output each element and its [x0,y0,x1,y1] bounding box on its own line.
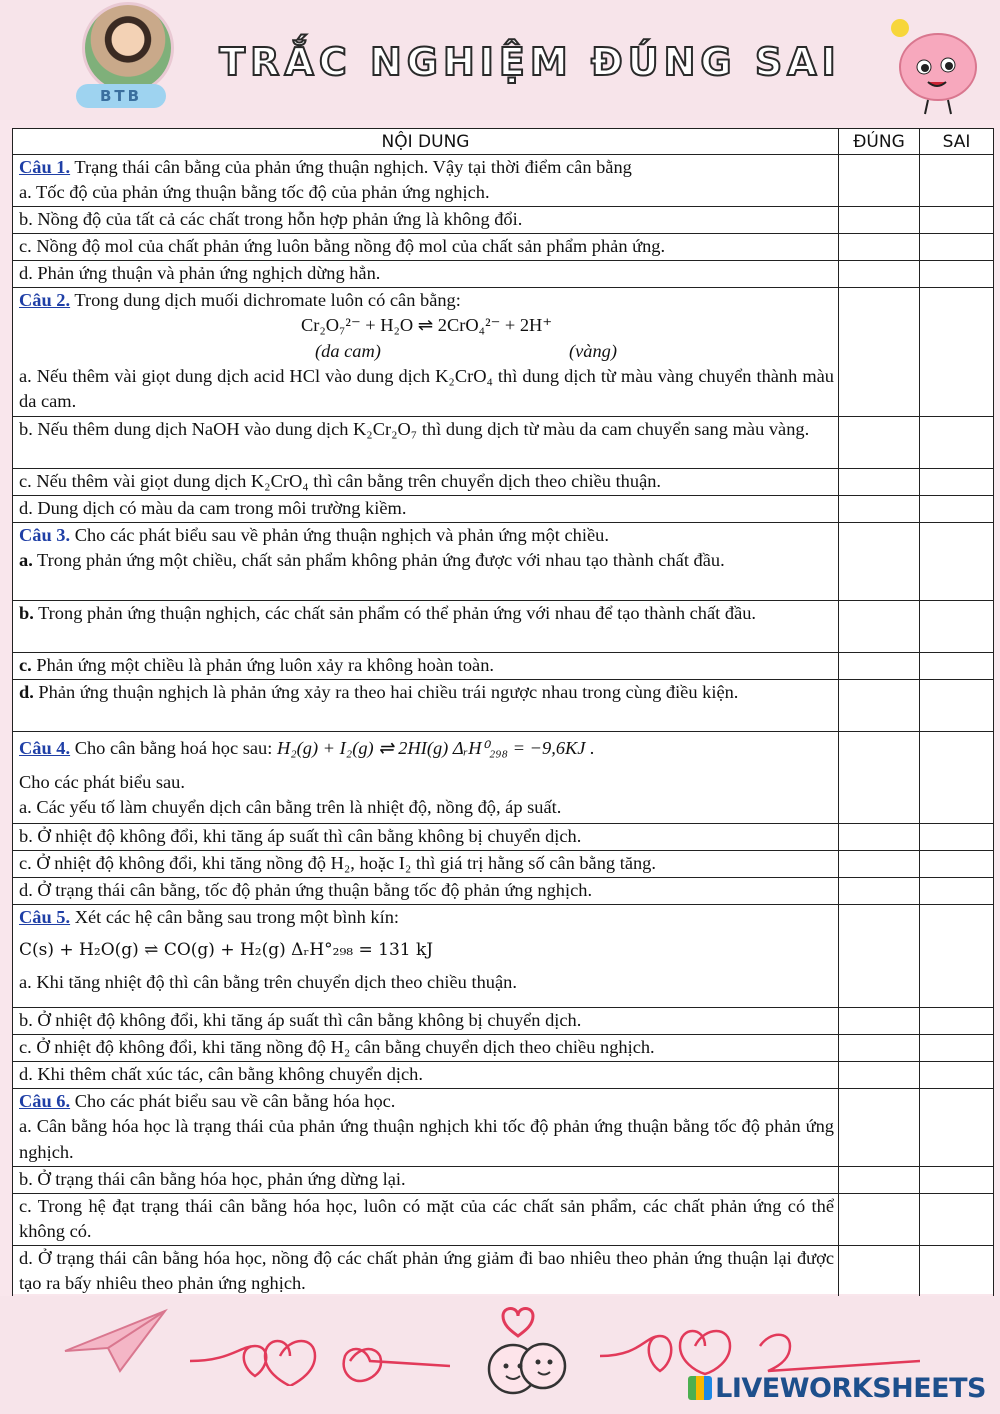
q1-d-false-box[interactable] [920,261,994,288]
q4-stem-line [19,732,834,770]
q4-a-false-box[interactable] [920,732,994,824]
q4-a: a. Các yếu tố làm chuyển dịch cân bằng trên là nhiệt độ, nồng độ, áp suất. [19,797,562,818]
q6-stem: Cho các phát biểu sau về cân bằng hóa học. [70,1091,396,1111]
liveworksheets-icon [688,1376,712,1400]
q5-label: Câu 5. [19,907,71,927]
q3-stem: Cho các phát biểu sau về phản ứng thuận nghịch và phản ứng một chiều. [70,525,609,545]
q4-a-cell [13,732,839,824]
liveworksheets-brand: LIVEWORKSHEETS [715,1373,986,1404]
q3-c-key: c. [19,655,32,675]
table-row [13,1062,994,1089]
q3-a-cell [13,523,839,601]
q1-c-false-box[interactable] [920,234,994,261]
q4-stem2: Cho các phát biểu sau. [19,772,185,792]
q3-c-true-box[interactable] [839,653,920,680]
table-row [13,824,994,851]
table-row [13,680,994,732]
q1-d-true-box[interactable] [839,261,920,288]
table-row [13,851,994,878]
q3-a-false-box[interactable] [920,523,994,601]
q1-b-false-box[interactable] [920,207,994,234]
q2-a-cell [13,288,839,417]
q6-b: b. Ở trạng thái cân bằng hóa học, phản ứng dừng lại. [13,1167,839,1194]
q1-c-true-box[interactable] [839,234,920,261]
table-row [13,1246,994,1298]
q2-right-color: (vàng) [569,340,617,361]
q3-d: Phản ứng thuận nghịch là phản ứng xảy ra theo hai chiều trái ngược nhau trong cùng điều kiện. [33,682,739,702]
q4-b-true-box[interactable] [839,824,920,851]
q1-a-true-box[interactable] [839,155,920,207]
table-header-row [13,129,994,155]
q3-c-false-box[interactable] [920,653,994,680]
friends-faces-icon [478,1304,578,1404]
q3-d-cell [13,680,839,732]
q1-c: c. Nồng độ mol của chất phản ứng luôn bằng nồng độ mol của chất sản phẩm phản ứng. [13,234,839,261]
q4-d-false-box[interactable] [920,878,994,905]
q6-d: d. Ở trạng thái cân bằng hóa học, nồng độ các chất phản ứng giảm đi bao nhiêu theo phản ứng thuận lại được tạo ra bấy nhiêu theo phản ứng nghịch. [13,1246,839,1298]
q4-c-false-box[interactable] [920,851,994,878]
q2-color-labels [19,339,834,364]
q2-left-color: (da cam) [315,340,381,361]
table-row [13,1167,994,1194]
table-row [13,469,994,496]
page-header [0,0,1000,120]
q5-d-true-box[interactable] [839,1062,920,1089]
q1-b: b. Nồng độ của tất cả các chất trong hỗn hợp phản ứng là không đổi. [13,207,839,234]
q3-b: Trong phản ứng thuận nghịch, các chất sản phẩm có thể phản ứng với nhau để tạo thành chất đầu. [33,603,757,623]
q2-d-false-box[interactable] [920,496,994,523]
table-row [13,1194,994,1246]
q1-stem: Trạng thái cân bằng của phản ứng thuận nghịch. Vậy tại thời điểm cân bằng [70,157,632,177]
q4-d-true-box[interactable] [839,878,920,905]
q5-a-cell [13,905,839,1008]
q2-a-false-box[interactable] [920,288,994,417]
q4-b-false-box[interactable] [920,824,994,851]
q3-d-true-box[interactable] [839,680,920,732]
hearts-line-left-icon [190,1326,450,1386]
q1-d: d. Phản ứng thuận và phản ứng nghịch dừng hẳn. [13,261,839,288]
paper-plane-icon [60,1306,170,1376]
q2-equation: Cr₂O₇²⁻ + H₂O ⇌ 2CrO₄²⁻ + 2H⁺ [300,315,553,336]
q5-d: d. Khi thêm chất xúc tác, cân bằng không chuyển dịch. [13,1062,839,1089]
q5-a-false-box[interactable] [920,905,994,1008]
q4-a-true-box[interactable] [839,732,920,824]
q2-c-true-box[interactable] [839,469,920,496]
q1-b-true-box[interactable] [839,207,920,234]
q2-a: a. Nếu thêm vài giọt dung dịch acid HCl vào dung dịch K₂CrO₄ thì dung dịch từ màu vàng chuyển thành màu da cam. [19,365,834,412]
page-footer [0,1296,1000,1414]
q6-a: a. Cân bằng hóa học là trạng thái của phản ứng thuận nghịch khi tốc độ phản ứng thuận bằng tốc độ phản ứng nghịch. [19,1116,834,1162]
table-row [13,878,994,905]
q4-c: c. Ở nhiệt độ không đổi, khi tăng nồng độ H₂, hoặc I₂ thì giá trị hằng số cân bằng tăng. [13,851,839,878]
q2-label: Câu 2. [19,290,71,310]
table-row [13,1089,994,1167]
q2-b-false-box[interactable] [920,417,994,469]
q4-c-true-box[interactable] [839,851,920,878]
q3-a-true-box[interactable] [839,523,920,601]
q3-c-cell [13,653,839,680]
q4-d: d. Ở trạng thái cân bằng, tốc độ phản ứng thuận bằng tốc độ phản ứng nghịch. [13,878,839,905]
table-row [13,261,994,288]
q2-c-false-box[interactable] [920,469,994,496]
header-content: NỘI DUNG [13,129,839,155]
q3-d-false-box[interactable] [920,680,994,732]
q4-stem: Cho cân bằng hoá học sau: [70,738,277,758]
table-row [13,207,994,234]
q5-stem: Xét các hệ cân bằng sau trong một bình kín: [70,907,400,927]
q5-a-true-box[interactable] [839,905,920,1008]
table-row [13,288,994,417]
q3-a: Trong phản ứng một chiều, chất sản phẩm không phản ứng được với nhau tạo thành chất đầu. [32,550,725,571]
table-row [13,496,994,523]
q5-b: b. Ở nhiệt độ không đổi, khi tăng áp suất thì cân bằng không bị chuyển dịch. [13,1008,839,1035]
q6-a-true-box[interactable] [839,1089,920,1167]
q2-b-true-box[interactable] [839,417,920,469]
table-row [13,905,994,1008]
q2-d: d. Dung dịch có màu da cam trong môi trường kiềm. [13,496,839,523]
q1-label: Câu 1. [19,157,71,177]
brain-mascot-icon [880,12,990,117]
table-row [13,155,994,207]
q5-equation: C(s) + H₂O(g) ⇌ CO(g) + H₂(g) ΔᵣH°₂₉₈ = 131 kJ [19,940,434,961]
q6-a-cell [13,1089,839,1167]
q3-a-key: a. [19,550,33,571]
table-row [13,732,994,824]
q6-b-false-box[interactable] [920,1167,994,1194]
q3-b-key: b. [19,603,34,623]
header-true: ĐÚNG [839,129,920,155]
q6-b-true-box[interactable] [839,1167,920,1194]
table-row [13,601,994,653]
q4-label: Câu 4. [19,738,71,758]
table-row [13,234,994,261]
q6-c-true-box[interactable] [839,1194,920,1246]
q2-stem: Trong dung dịch muối dichromate luôn có cân bằng: [70,290,461,310]
avatar-badge: BTB [76,84,166,108]
q6-d-false-box[interactable] [920,1246,994,1298]
q5-c-false-box[interactable] [920,1035,994,1062]
q5-c: c. Ở nhiệt độ không đổi, khi tăng nồng độ H₂ cân bằng chuyển dịch theo chiều nghịch. [13,1035,839,1062]
q5-b-true-box[interactable] [839,1008,920,1035]
hearts-line-right-icon [600,1316,920,1376]
table-row [13,653,994,680]
q1-a-false-box[interactable] [920,155,994,207]
q3-b-true-box[interactable] [839,601,920,653]
q2-a-true-box[interactable] [839,288,920,417]
q1-a-cell [13,155,839,207]
page-title: TRẮC NGHIỆM ĐÚNG SAI [219,40,841,84]
q6-c: c. Trong hệ đạt trạng thái cân bằng hóa học, luôn có mặt của các chất sản phẩm, các chất phản ứng có thể không có. [13,1194,839,1246]
q3-d-key: d. [19,682,34,702]
table-row [13,1035,994,1062]
q3-label: Câu 3. [19,525,71,545]
q6-label: Câu 6. [19,1091,71,1111]
q6-c-false-box[interactable] [920,1194,994,1246]
worksheet [12,128,993,1294]
q3-b-cell [13,601,839,653]
q5-c-true-box[interactable] [839,1035,920,1062]
q1-a: a. Tốc độ của phản ứng thuận bằng tốc độ của phản ứng nghịch. [19,182,490,203]
q5-d-false-box[interactable] [920,1062,994,1089]
q2-d-true-box[interactable] [839,496,920,523]
q2-b: b. Nếu thêm dung dịch NaOH vào dung dịch K₂Cr₂O₇ thì dung dịch từ màu da cam chuyển sang màu vàng. [13,417,839,469]
q3-b-false-box[interactable] [920,601,994,653]
q6-a-false-box[interactable] [920,1089,994,1167]
q4-b: b. Ở nhiệt độ không đổi, khi tăng áp suất thì cân bằng không bị chuyển dịch. [13,824,839,851]
table-row [13,417,994,469]
q4-equation: H₂(g) + I₂(g) ⇌ 2HI(g) ΔᵣH⁰₂₉₈ = −9,6KJ . [276,738,595,758]
q5-b-false-box[interactable] [920,1008,994,1035]
liveworksheets-logo [688,1373,986,1404]
q5-a: a. Khi tăng nhiệt độ thì cân bằng trên chuyển dịch theo chiều thuận. [19,971,517,992]
q6-d-true-box[interactable] [839,1246,920,1298]
quiz-table [12,128,994,1298]
table-row [13,1008,994,1035]
q2-c: c. Nếu thêm vài giọt dung dịch K₂CrO₄ thì cân bằng trên chuyển dịch theo chiều thuận. [13,469,839,496]
header-false: SAI [920,129,994,155]
q3-c: Phản ứng một chiều là phản ứng luôn xảy ra không hoàn toàn. [31,655,495,675]
table-row [13,523,994,601]
